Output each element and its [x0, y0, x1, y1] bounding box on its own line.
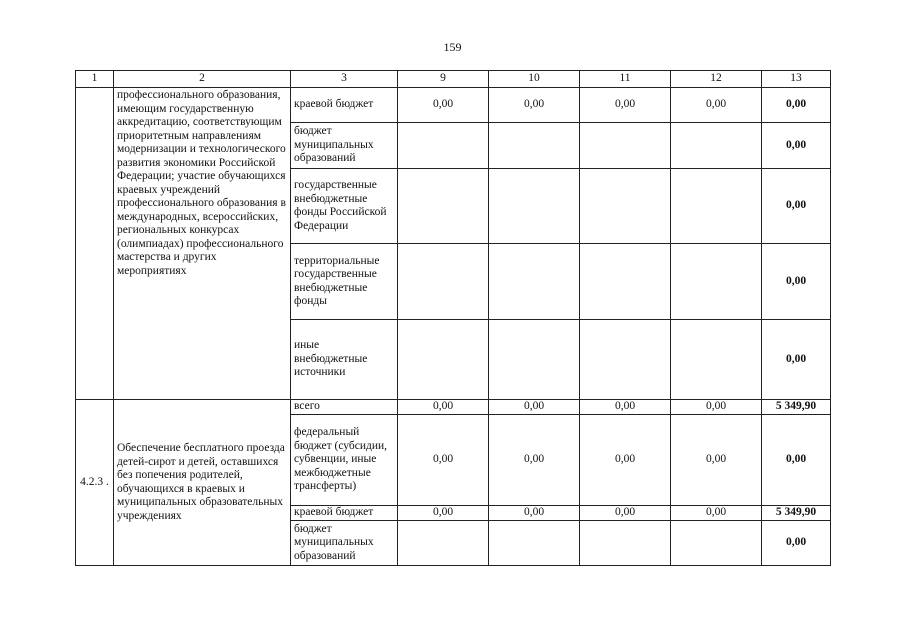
value-cell: 0,00: [580, 400, 671, 415]
value-cell: [398, 320, 489, 400]
value-cell: [489, 521, 580, 566]
section-id-cell: 4.2.3 .: [76, 400, 114, 566]
total-cell: 0,00: [762, 88, 831, 123]
section-description: Обеспечение бесплатного проезда детей-сирот и детей, оставшихся без попечения родителей, обучающихся в краевых и муниципальных образовательных учреждениях: [114, 400, 291, 566]
value-cell: [580, 169, 671, 244]
funding-source: бюджет муниципальных образований: [291, 521, 398, 566]
section-description: профессионального образования, имеющим государственную аккредитацию, соответствующим приоритетным направлениям модернизации и технологического развития экономики Российской Федерации; участие обучающихся краевых учреждений профессионального образования в международных, всероссийских, региональных конкурсах (олимпиадах) профессионального мастерства и других мероприятиях: [114, 88, 291, 400]
value-cell: [580, 244, 671, 320]
column-header: 11: [580, 71, 671, 88]
value-cell: [398, 169, 489, 244]
funding-source: территориальные государственные внебюджетные фонды: [291, 244, 398, 320]
value-cell: 0,00: [580, 88, 671, 123]
column-header-row: [76, 71, 831, 88]
column-header: 10: [489, 71, 580, 88]
value-cell: 0,00: [671, 506, 762, 521]
value-cell: 0,00: [489, 88, 580, 123]
value-cell: [398, 123, 489, 169]
funding-source: бюджет муниципальных образований: [291, 123, 398, 169]
column-header: 9: [398, 71, 489, 88]
value-cell: [671, 521, 762, 566]
value-cell: [580, 123, 671, 169]
value-cell: 0,00: [398, 400, 489, 415]
column-header: 12: [671, 71, 762, 88]
funding-source: краевой бюджет: [291, 88, 398, 123]
total-cell: 0,00: [762, 169, 831, 244]
value-cell: 0,00: [580, 415, 671, 506]
column-header: 13: [762, 71, 831, 88]
value-cell: [671, 244, 762, 320]
column-header: 1: [76, 71, 114, 88]
value-cell: [671, 320, 762, 400]
total-cell: 0,00: [762, 521, 831, 566]
table-row: [76, 88, 831, 123]
value-cell: 0,00: [398, 88, 489, 123]
column-header: 3: [291, 71, 398, 88]
value-cell: 0,00: [398, 415, 489, 506]
value-cell: 0,00: [671, 400, 762, 415]
funding-source: всего: [291, 400, 398, 415]
column-header: 2: [114, 71, 291, 88]
value-cell: [489, 123, 580, 169]
value-cell: [671, 169, 762, 244]
value-cell: 0,00: [489, 506, 580, 521]
value-cell: [580, 521, 671, 566]
budget-table: [75, 70, 831, 566]
value-cell: 0,00: [580, 506, 671, 521]
value-cell: [671, 123, 762, 169]
value-cell: 0,00: [489, 400, 580, 415]
page-number: 159: [443, 40, 462, 54]
total-cell: 0,00: [762, 415, 831, 506]
value-cell: [580, 320, 671, 400]
section-id-cell: [76, 88, 114, 400]
value-cell: 0,00: [671, 415, 762, 506]
value-cell: 0,00: [671, 88, 762, 123]
value-cell: [398, 244, 489, 320]
total-cell: 5 349,90: [762, 400, 831, 415]
total-cell: 0,00: [762, 244, 831, 320]
value-cell: [398, 521, 489, 566]
table-row: [76, 400, 831, 415]
funding-source: иные внебюджетные источники: [291, 320, 398, 400]
funding-source: федеральный бюджет (субсидии, субвенции, иные межбюджетные трансферты): [291, 415, 398, 506]
value-cell: 0,00: [398, 506, 489, 521]
total-cell: 0,00: [762, 320, 831, 400]
value-cell: [489, 169, 580, 244]
value-cell: 0,00: [489, 415, 580, 506]
total-cell: 0,00: [762, 123, 831, 169]
total-cell: 5 349,90: [762, 506, 831, 521]
funding-source: государственные внебюджетные фонды Российской Федерации: [291, 169, 398, 244]
value-cell: [489, 320, 580, 400]
value-cell: [489, 244, 580, 320]
funding-source: краевой бюджет: [291, 506, 398, 521]
